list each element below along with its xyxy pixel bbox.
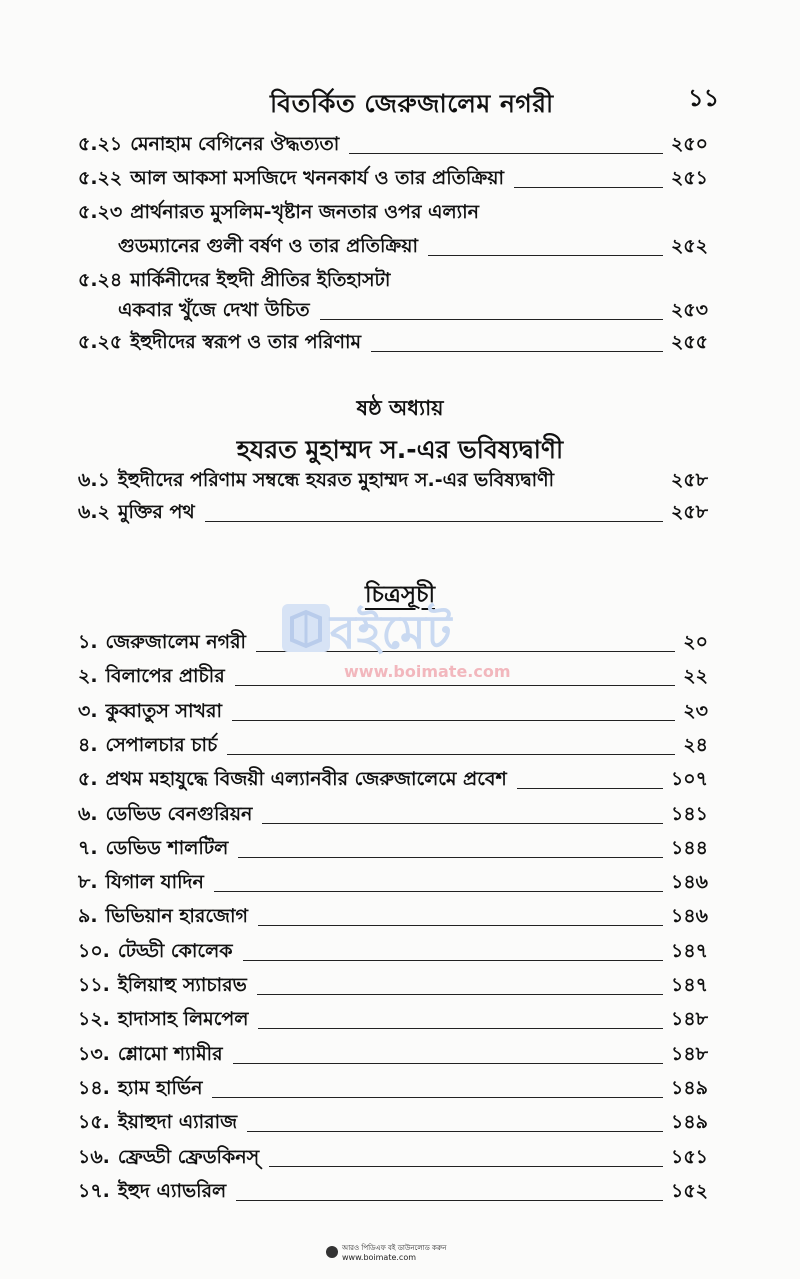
entry-text: ফ্রেড্ডী ফ্রেডকিনস্ [117, 1145, 260, 1168]
entry-text: প্রথম মহাযুদ্ধে বিজয়ী এল্যানবীর জেরুজালেমে প্রবেশ [105, 768, 507, 791]
dot-leader [258, 1028, 663, 1029]
toc-entry [78, 128, 708, 162]
entry-page: ২৫১ [670, 167, 708, 189]
running-header-title: বিতর্কিত জেরুজালেম নগরী [270, 89, 554, 118]
watermark-url: www.boimate.com [344, 662, 511, 681]
entry-number: ৫.২৪ [78, 269, 123, 291]
toc-entry [78, 264, 708, 298]
entry-page: ১৪৬ [670, 871, 708, 894]
entry-text: মুক্তির পথ [117, 501, 195, 523]
illustration-entry [78, 1038, 708, 1072]
list-of-illustrations-title: চিত্রসূচী [364, 582, 436, 608]
entry-text: সেপালচার চার্চ [105, 733, 218, 756]
dot-leader [257, 994, 663, 995]
illustration-entry [78, 729, 708, 763]
dot-leader [236, 1200, 663, 1201]
entry-text: শ্লোমো শ্যামীর [117, 1042, 223, 1065]
entry-number: ৬.১ [78, 469, 110, 491]
entry-page: ২৫৫ [670, 331, 708, 353]
page-number: ১১ [688, 84, 720, 112]
entry-number: ৯. [78, 905, 98, 928]
entry-number: ৫.২১ [78, 133, 123, 155]
entry-page: ১৪৯ [671, 1111, 708, 1134]
dot-leader [243, 960, 663, 961]
dot-leader [247, 1131, 663, 1132]
dot-leader [212, 1097, 663, 1098]
entry-text: আল আকসা মসজিদে খননকার্য ও তার প্রতিক্রিয়া [130, 167, 504, 189]
entry-page: ১৫২ [670, 1179, 708, 1202]
dot-leader [269, 1166, 663, 1167]
entry-page: ১৪৭ [670, 974, 708, 996]
entry-text: বিলাপের প্রাচীর [105, 665, 225, 688]
chapter-title: হযরত মুহাম্মদ স.-এর ভবিষ্যদ্বাণী [236, 435, 564, 464]
entry-number: ৮. [78, 871, 98, 894]
entry-number: ১. [78, 631, 98, 653]
dot-leader [349, 153, 663, 154]
entry-page: ১৪৯ [671, 1076, 708, 1099]
entry-number: ২. [78, 665, 98, 688]
dot-leader [258, 925, 663, 926]
entry-text: ইয়াহুদা এ্যারাজ [117, 1111, 238, 1134]
illustration-entry [78, 1175, 708, 1209]
dot-leader [214, 891, 663, 892]
entry-page: ২০ [683, 631, 708, 653]
entry-text: টেড্ডী কোলেক [117, 939, 233, 962]
entry-text: হ্যাম হার্ভিন [117, 1076, 203, 1099]
entry-page: ২৫৮ [670, 501, 708, 523]
entry-number: ৫.২৫ [78, 331, 123, 353]
entry-text: ইহুদীদের স্বরূপ ও তার পরিণাম [130, 331, 362, 353]
entry-page: ২৫৩ [670, 299, 708, 321]
entry-number: ৪. [78, 733, 98, 756]
entry-text: জেরুজালেম নগরী [105, 631, 246, 653]
entry-page: ২৩ [683, 699, 708, 722]
entry-number: ৩. [78, 699, 98, 722]
entry-text: যিগাল যাদিন [105, 871, 204, 894]
footer-url[interactable]: www.boimate.com [342, 1253, 417, 1262]
dot-leader [320, 319, 663, 320]
entry-number: ১০. [78, 939, 110, 962]
entry-number: ৭. [78, 836, 98, 859]
watermark [282, 596, 522, 688]
entry-page: ২৪ [683, 733, 708, 756]
illustration-entry [78, 935, 708, 969]
illustration-entry [78, 969, 708, 1003]
dot-leader [514, 187, 663, 188]
entry-page: ১৪১ [671, 802, 708, 825]
entry-text: প্রার্থনারত মুসলিম-খৃষ্টান জনতার ওপর এল্যান [130, 201, 479, 223]
entry-page: ২৫২ [670, 235, 708, 257]
toc-entry-continuation [118, 230, 708, 264]
entry-page: ১৪৭ [670, 939, 708, 962]
entry-page: ২৫০ [670, 133, 708, 155]
entry-text: কুব্বাতুস সাখরা [105, 699, 222, 722]
entry-page: ১৪৮ [671, 1008, 708, 1031]
entry-text: গুডম্যানের গুলী বর্ষণ ও তার প্রতিক্রিয়া [118, 235, 418, 257]
dot-leader [233, 1063, 663, 1064]
entry-number: ১১. [78, 974, 110, 996]
illustration-entry [78, 1072, 708, 1106]
entry-text: ইহুদ এ্যাভরিল [117, 1179, 227, 1202]
illustration-entry [78, 1003, 708, 1037]
entry-text: ইলিয়াহু স্যাচারভ [117, 974, 247, 996]
toc-entry [78, 496, 708, 530]
dot-leader [205, 521, 663, 522]
entry-number: ৫.২৩ [78, 201, 123, 223]
entry-page: ১৪৬ [670, 905, 708, 928]
entry-number: ১৬. [78, 1145, 110, 1168]
dot-leader [227, 754, 675, 755]
illustration-entry [78, 798, 708, 832]
illustration-entry [78, 763, 708, 797]
dot-leader [262, 823, 663, 824]
dot-leader [517, 788, 663, 789]
entry-text: একবার খুঁজে দেখা উচিত [118, 299, 310, 321]
illustration-entry [78, 832, 708, 866]
illustration-entry [78, 695, 708, 729]
entry-number: ৬. [78, 802, 98, 825]
entry-number: ১৪. [78, 1076, 110, 1099]
dot-leader [232, 720, 675, 721]
entry-page: ১০৭ [670, 768, 708, 791]
toc-entry [78, 162, 708, 196]
toc-entry [78, 464, 708, 498]
toc-entry [78, 196, 708, 230]
toc-entry [78, 326, 708, 360]
entry-text: ডেভিড বেনগুরিয়ন [105, 802, 253, 825]
entry-page: ২৫৮ [670, 469, 708, 491]
entry-page: ১৪৮ [671, 1042, 708, 1065]
entry-text: ভিভিয়ান হারজোগ [105, 905, 248, 928]
entry-page: ২২ [683, 665, 708, 688]
entry-number: ১২. [78, 1008, 110, 1031]
entry-page: ১৫১ [671, 1145, 708, 1168]
dot-leader [238, 857, 663, 858]
footer-note: আরও পিডিএফ বই ডাউনলোড করুন [342, 1244, 447, 1252]
footer-logo-icon [326, 1246, 338, 1258]
entry-page: ১৪৪ [671, 836, 708, 859]
entry-number: ৫. [78, 768, 98, 791]
toc-entry-continuation [118, 294, 708, 328]
dot-leader [371, 351, 663, 352]
watermark-logo-text: বইমেট [330, 605, 453, 659]
entry-number: ১৩. [78, 1042, 110, 1065]
illustration-entry [78, 1106, 708, 1140]
illustration-entry [78, 900, 708, 934]
dot-leader [428, 255, 663, 256]
book-logo-icon [282, 604, 330, 652]
entry-text: মার্কিনীদের ইহুদী প্রীতির ইতিহাসটা [130, 269, 391, 291]
entry-number: ৬.২ [78, 501, 110, 523]
entry-text: ইহুদীদের পরিণাম সম্বন্ধে হযরত মুহাম্মদ স.-এর ভবিষ্যদ্বাণী [117, 469, 555, 491]
chapter-label: ষষ্ঠ অধ্যায় [356, 396, 444, 420]
illustration-entry [78, 866, 708, 900]
entry-text: ডেভিড শালটিল [105, 836, 229, 859]
illustration-entry [78, 1141, 708, 1175]
entry-text: হাদাসাহ লিমপেল [117, 1008, 249, 1031]
entry-text: মেনাহাম বেগিনের ঔদ্ধত্যতা [130, 133, 340, 155]
entry-number: ১৫. [78, 1111, 110, 1134]
entry-number: ১৭. [78, 1179, 110, 1202]
entry-number: ৫.২২ [78, 167, 123, 189]
